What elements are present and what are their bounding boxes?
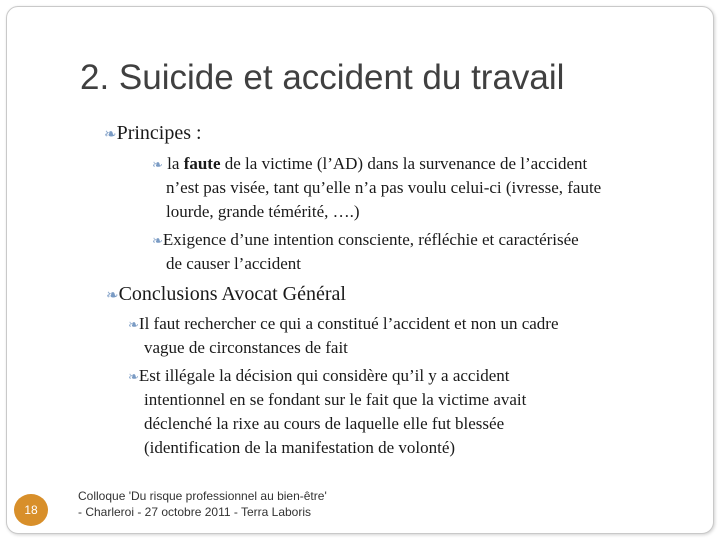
principes-item2-line1: Exigence d’une intention consciente, réfléchie et caractérisée <box>162 230 579 249</box>
principes-item-1 <box>152 153 587 176</box>
page-number-badge: 18 <box>14 494 48 526</box>
principes-heading-row <box>104 121 202 147</box>
principes-item1-prefix: la <box>167 154 184 173</box>
principes-item-2 <box>152 229 579 252</box>
arrow-bullet-icon: ❧ <box>128 317 139 332</box>
conclusions-item2-line1: Est illégale la décision qui considère qu’il y a accident <box>138 366 510 385</box>
principes-item1-bold: faute <box>183 154 221 173</box>
conclusions-item-1 <box>128 313 559 336</box>
principes-item-2-line2: de causer l’accident <box>166 254 301 273</box>
conclusions-item-1-line2: vague de circonstances de fait <box>144 338 348 357</box>
principes-heading: Principes : <box>116 122 202 144</box>
arrow-bullet-icon: ❧ <box>104 127 117 143</box>
arrow-bullet-icon: ❧ <box>152 157 163 172</box>
principes-item-1-line3: lourde, grande témérité, ….) <box>166 202 360 221</box>
conclusions-item-2-line4: (identification de la manifestation de volonté) <box>144 438 456 457</box>
arrow-bullet-icon: ❧ <box>106 288 119 304</box>
conclusions-item-2-line3: déclenché la rixe au cours de laquelle elle fut blessée <box>144 414 505 433</box>
footer-line-1: Colloque 'Du risque professionnel au bien-être' <box>78 489 327 503</box>
arrow-bullet-icon: ❧ <box>152 233 163 248</box>
conclusions-item1-line1: Il faut rechercher ce qui a constitué l’accident et non un cadre <box>138 314 559 333</box>
footer-line-2: - Charleroi - 27 octobre 2011 - Terra Laboris <box>78 505 312 519</box>
slide-footer <box>78 488 478 520</box>
principes-item1-rest: de la victime (l’AD) dans la survenance de l’accident <box>220 154 588 173</box>
conclusions-item-2 <box>128 365 509 388</box>
arrow-bullet-icon: ❧ <box>128 369 139 384</box>
slide-title: 2. Suicide et accident du travail <box>80 58 565 97</box>
conclusions-heading: Conclusions Avocat Général <box>118 283 346 305</box>
conclusions-item-2-line2: intentionnel en se fondant sur le fait que la victime avait <box>144 390 527 409</box>
principes-item-1-line2: n’est pas visée, tant qu’elle n’a pas voulu celui-ci (ivresse, faute <box>166 178 602 197</box>
conclusions-heading-row <box>106 282 346 308</box>
